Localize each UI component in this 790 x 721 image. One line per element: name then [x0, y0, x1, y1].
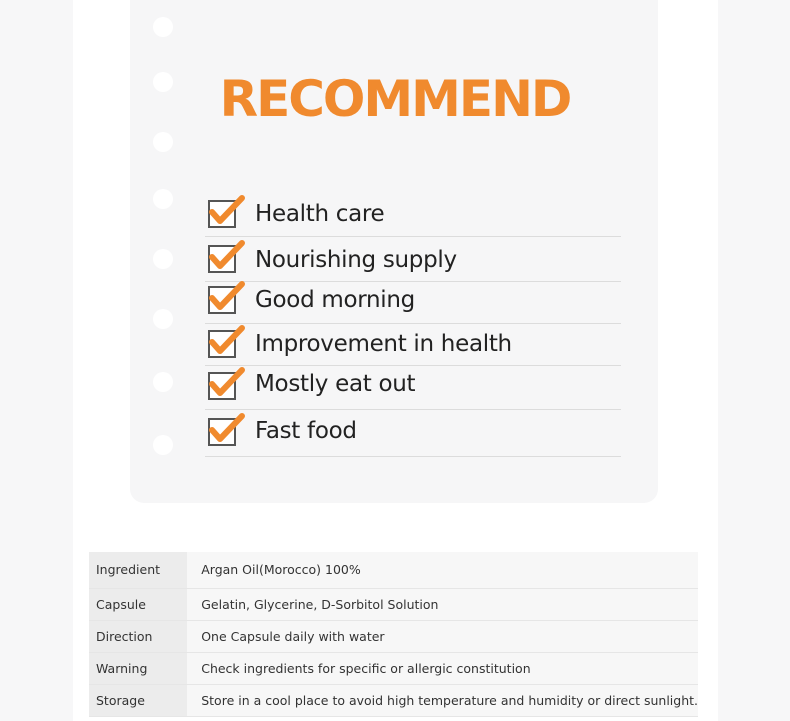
checklist-item-label: Good morning — [255, 287, 415, 313]
checklist-item-label: Mostly eat out — [255, 371, 416, 397]
checkbox-checked-icon — [208, 200, 236, 228]
checkbox-checked-icon — [208, 330, 236, 358]
spec-value: One Capsule daily with water — [187, 620, 698, 652]
binder-hole — [153, 249, 173, 269]
checklist-item — [205, 366, 621, 410]
binder-hole — [153, 132, 173, 152]
table-row — [89, 684, 698, 716]
checklist-item — [205, 237, 621, 282]
spec-value: Store in a cool place to avoid high temperature and humidity or direct sunlight. — [187, 684, 698, 716]
spec-key: Capsule — [89, 588, 187, 620]
binder-hole — [153, 309, 173, 329]
checklist-item — [205, 190, 621, 237]
checkbox-checked-icon — [208, 245, 236, 273]
binder-hole — [153, 17, 173, 37]
spec-value: Check ingredients for specific or allergic constitution — [187, 652, 698, 684]
checkbox-checked-icon — [208, 418, 236, 446]
checklist-item — [205, 410, 621, 457]
recommend-title: RECOMMEND — [219, 70, 571, 128]
checkbox-checked-icon — [208, 286, 236, 314]
checklist-item-label: Health care — [255, 201, 385, 227]
checklist-item-label: Nourishing supply — [255, 247, 457, 273]
table-row — [89, 652, 698, 684]
product-spec-table — [89, 552, 698, 717]
table-row — [89, 588, 698, 620]
spec-value: Argan Oil(Morocco) 100% — [187, 552, 698, 588]
checklist-item — [205, 324, 621, 366]
binder-hole — [153, 372, 173, 392]
spec-key: Ingredient — [89, 552, 187, 588]
table-row — [89, 552, 698, 588]
checklist-item-label: Fast food — [255, 418, 357, 444]
spec-key: Storage — [89, 684, 187, 716]
spec-value: Gelatin, Glycerine, D-Sorbitol Solution — [187, 588, 698, 620]
spec-key: Direction — [89, 620, 187, 652]
binder-hole — [153, 189, 173, 209]
checklist-item-label: Improvement in health — [255, 331, 512, 357]
spec-key: Warning — [89, 652, 187, 684]
binder-hole — [153, 435, 173, 455]
checkbox-checked-icon — [208, 372, 236, 400]
table-row — [89, 620, 698, 652]
checklist-item — [205, 282, 621, 324]
